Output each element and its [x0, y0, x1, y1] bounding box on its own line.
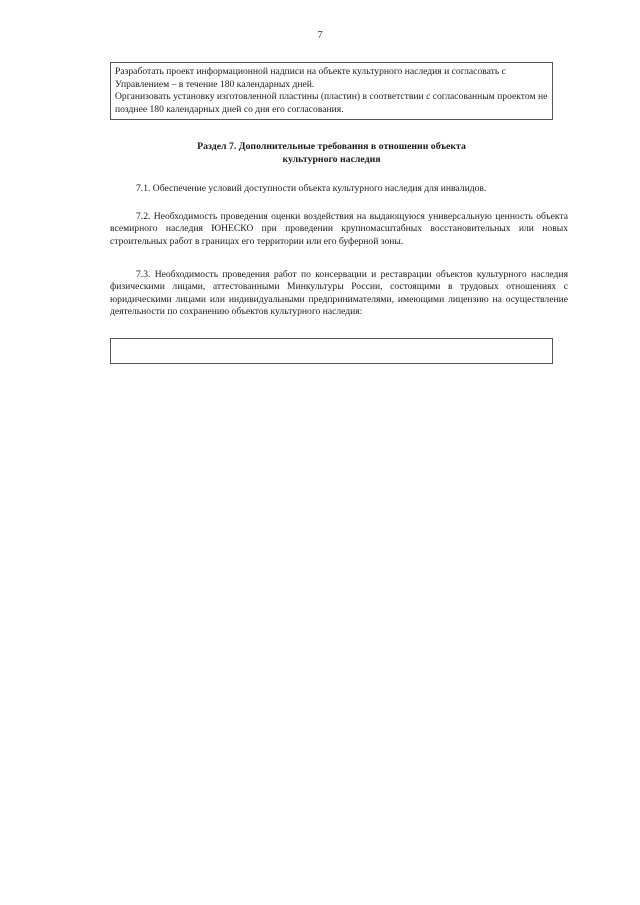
- paragraph-7-2: 7.2. Необходимость проведения оценки воздействия на выдающуюся универсальную ценность объекта всемирного наследия ЮНЕСКО при проведении крупномасштабных восстановительных или новых строительных работ в границах его территории или его буферной зоны.: [110, 211, 568, 247]
- box-text-inscription-project: Разработать проект информационной надписи на объекте культурного наследия и согласовать с Управлением – в течение 180 календарных дней.: [115, 66, 506, 90]
- requirements-box: [110, 62, 553, 120]
- page-number: 7: [317, 30, 323, 41]
- section-heading-line2: культурного наследия: [282, 154, 381, 165]
- box-text-plate-installation: Организовать установку изготовленной пластины (пластин) в соответствии с согласованным проектом не позднее 180 календарных дней со дня его согласования.: [115, 91, 548, 115]
- paragraph-7-1: 7.1. Обеспечение условий доступности объекта культурного наследия для инвалидов.: [136, 183, 487, 194]
- empty-requirements-box: [110, 338, 553, 364]
- paragraph-7-3: 7.3. Необходимость проведения работ по консервации и реставрации объектов культурного наследия физическими лицами, аттестованными Минкультуры России, состоящими в трудовых отношениях с юридическими лицами или индивидуальными предпринимателями, имеющими лицензию на осуществление деятельности по сохранению объектов культурного наследия:: [110, 269, 568, 318]
- section-heading: [110, 140, 553, 166]
- section-heading-line1: Раздел 7. Дополнительные требования в отношении объекта: [197, 141, 466, 152]
